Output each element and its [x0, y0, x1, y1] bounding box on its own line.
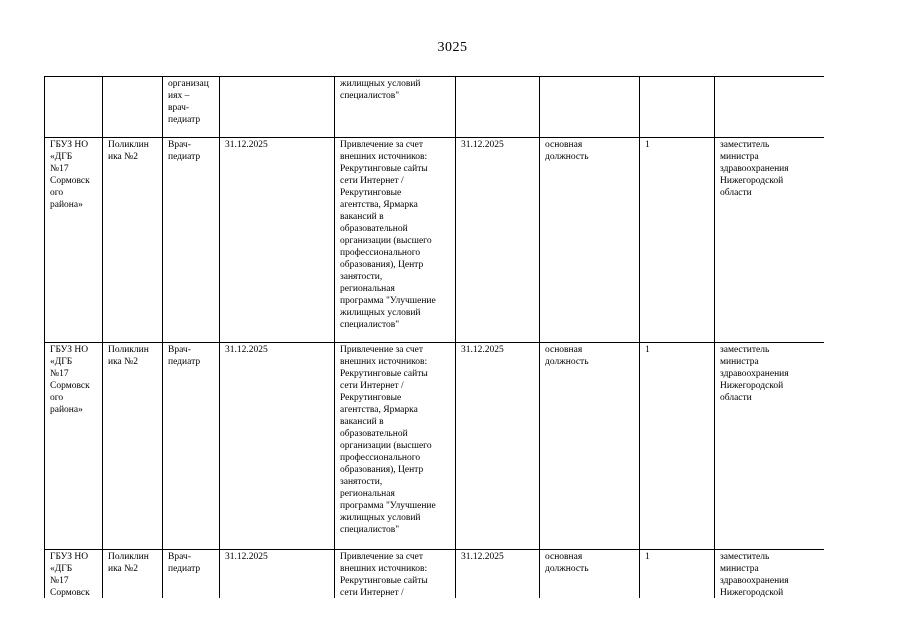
table-row	[45, 550, 825, 599]
cell-subdivision	[103, 77, 163, 138]
cell-position-type: основная должность	[540, 343, 640, 550]
cell-vacancy-date	[220, 77, 335, 138]
cell-responsible: заместитель министра здравоохранения Нижегородской области	[715, 343, 825, 550]
cell-deadline: 31.12.2025	[456, 550, 540, 599]
cell-responsible: заместитель министра здравоохранения Нижегородской области	[715, 138, 825, 343]
vacancy-table	[44, 76, 824, 598]
cell-position: организац иях – врач- педиатр	[163, 77, 220, 138]
cell-position: Врач- педиатр	[163, 343, 220, 550]
table-row	[45, 138, 825, 343]
cell-measures: Привлечение за счет внешних источников: Рекрутинговые сайты сети Интернет /	[335, 550, 456, 599]
cell-subdivision: Поликлин ика №2	[103, 138, 163, 343]
cell-vacancy-date: 31.12.2025	[220, 138, 335, 343]
cell-position: Врач- педиатр	[163, 550, 220, 599]
cell-count: 1	[640, 343, 715, 550]
cell-measures: Привлечение за счет внешних источников: Рекрутинговые сайты сети Интернет / Рекрутинговые агентства, Ярмарка вакансий в образовательной организации (высшего профессионального образования), Центр занятости, региональная программа "Улучшение жилищных условий специалистов"	[335, 138, 456, 343]
cell-deadline: 31.12.2025	[456, 138, 540, 343]
cell-deadline: 31.12.2025	[456, 343, 540, 550]
cell-measures: Привлечение за счет внешних источников: Рекрутинговые сайты сети Интернет / Рекрутинговые агентства, Ярмарка вакансий в образовательной организации (высшего профессионального образования), Центр занятости, региональная программа "Улучшение жилищных условий специалистов"	[335, 343, 456, 550]
cell-responsible	[715, 77, 825, 138]
cell-position-type	[540, 77, 640, 138]
table-row	[45, 343, 825, 550]
cell-subdivision: Поликлин ика №2	[103, 343, 163, 550]
table-row	[45, 77, 825, 138]
page-number: 3025	[437, 40, 468, 55]
cell-vacancy-date: 31.12.2025	[220, 550, 335, 599]
cell-position-type: основная должность	[540, 550, 640, 599]
cell-organization	[45, 77, 103, 138]
cell-organization: ГБУЗ НО «ДГБ №17 Сормовск ого района»	[45, 343, 103, 550]
cell-vacancy-date: 31.12.2025	[220, 343, 335, 550]
cell-organization: ГБУЗ НО «ДГБ №17 Сормовск ого района»	[45, 138, 103, 343]
cell-count	[640, 77, 715, 138]
table-container	[44, 76, 824, 598]
cell-responsible: заместитель министра здравоохранения Нижегородской	[715, 550, 825, 599]
cell-position-type: основная должность	[540, 138, 640, 343]
cell-measures: жилищных условий специалистов"	[335, 77, 456, 138]
cell-count: 1	[640, 138, 715, 343]
cell-deadline	[456, 77, 540, 138]
cell-organization: ГБУЗ НО «ДГБ №17 Сормовск	[45, 550, 103, 599]
cell-subdivision: Поликлин ика №2	[103, 550, 163, 599]
cell-count: 1	[640, 550, 715, 599]
cell-position: Врач- педиатр	[163, 138, 220, 343]
